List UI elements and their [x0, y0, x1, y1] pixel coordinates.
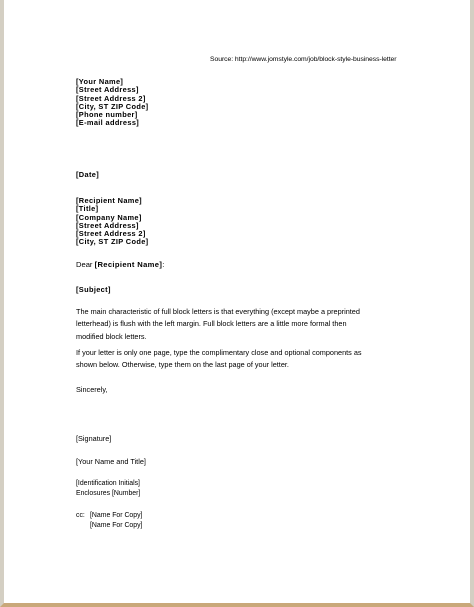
enclosures: Enclosures [Number]	[76, 490, 141, 498]
paragraph-2-line-2: shown below. Otherwise, type them on the last page of your letter.	[76, 360, 289, 370]
identification-initials: [Identification Initials]	[76, 480, 140, 487]
paragraph-2-line-1: If your letter is only one page, type the complimentary close and optional components as	[76, 348, 362, 357]
cc-name-1: [Name For Copy]	[90, 512, 143, 519]
sender-street-2: [Street Address 2]	[76, 93, 146, 103]
salutation-prefix: Dear	[76, 260, 95, 269]
closing: Sincerely,	[76, 385, 108, 394]
recipient-street: [Street Address]	[76, 220, 139, 230]
recipient-city: [City, ST ZIP Code]	[76, 237, 149, 247]
signature: [Signature]	[76, 434, 112, 443]
paragraph-2	[76, 347, 396, 372]
recipient-name: [Recipient Name]	[76, 196, 142, 205]
paragraph-1-line-3: modified block letters.	[76, 331, 147, 341]
subject-line: [Subject]	[76, 285, 111, 294]
paragraph-1	[76, 306, 396, 343]
sender-city: [City, ST ZIP Code]	[76, 101, 149, 111]
notations-block	[76, 479, 140, 500]
cc-name-2: [Name For Copy]	[90, 522, 143, 529]
date-line: [Date]	[76, 170, 100, 179]
recipient-company: [Company Name]	[76, 212, 142, 222]
salutation-colon: :	[162, 260, 165, 269]
recipient-block	[76, 197, 148, 247]
recipient-street-2: [Street Address 2]	[76, 229, 146, 239]
sender-block	[76, 78, 148, 128]
salutation-name: [Recipient Name]	[94, 260, 163, 269]
sender-name: [Your Name]	[76, 77, 124, 86]
source-note: Source: http://www.jomstyle.com/job/block-style-business-letter	[210, 56, 397, 63]
sender-email: [E-mail address]	[76, 118, 140, 128]
cc-label: cc:	[76, 512, 85, 519]
salutation	[76, 260, 164, 269]
paragraph-1-line-1: The main characteristic of full block letters is that everything (except maybe a preprinted	[76, 307, 360, 316]
sender-street: [Street Address]	[76, 85, 139, 95]
recipient-title: [Title]	[76, 204, 99, 214]
paragraph-1-line-2: letterhead) is flush with the left margin. Full block letters are a little more formal then	[76, 319, 347, 329]
sender-phone: [Phone number]	[76, 110, 138, 120]
name-and-title: [Your Name and Title]	[76, 457, 146, 466]
